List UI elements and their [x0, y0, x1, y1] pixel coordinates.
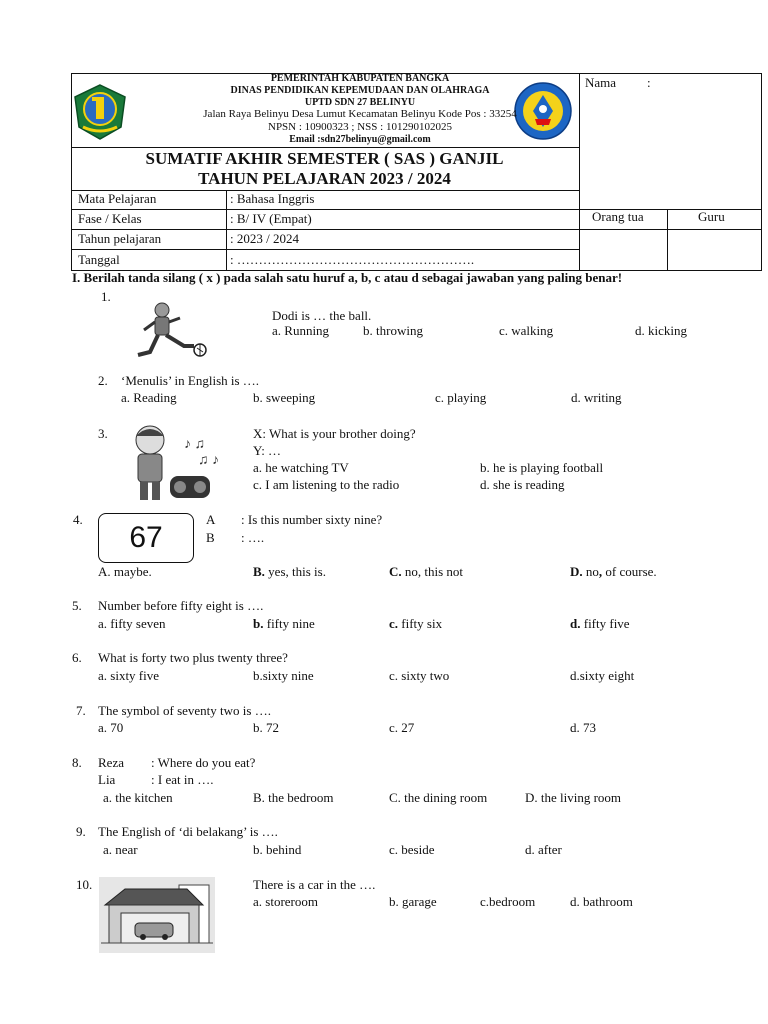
q10-option-a[interactable]: a. storeroom	[253, 894, 318, 909]
q4-speaker-b: B	[206, 530, 215, 545]
q7-stem: The symbol of seventy two is ….	[98, 703, 271, 718]
q4-option-c[interactable]: C. no, this not	[389, 564, 464, 579]
q8-option-d[interactable]: D. the living room	[525, 790, 622, 805]
q10-option-d[interactable]: d. bathroom	[570, 894, 633, 909]
q7-number: 7.	[76, 703, 86, 718]
q9-stem: The English of ‘di belakang’ is ….	[98, 824, 278, 839]
q1-option-b[interactable]: b. throwing	[363, 323, 423, 338]
q4-option-d[interactable]: D. no, of course.	[570, 564, 657, 579]
q3-option-a[interactable]: a. he watching TV	[253, 460, 349, 475]
q3-number: 3.	[98, 426, 108, 441]
q3-option-d[interactable]: d. she is reading	[480, 477, 565, 492]
q10-option-b[interactable]: b. garage	[389, 894, 437, 909]
q6-option-b[interactable]: b.sixty nine	[253, 668, 314, 683]
q2-option-a[interactable]: a. Reading	[121, 390, 177, 405]
q7-option-b[interactable]: b. 72	[253, 720, 279, 735]
q1-option-c[interactable]: c. walking	[499, 323, 554, 338]
name-label: Nama	[585, 75, 617, 90]
info-value-subject: : Bahasa Inggris	[230, 191, 315, 206]
number-box: 67	[98, 513, 194, 563]
exam-year-title: TAHUN PELAJARAN 2023 / 2024	[198, 169, 451, 188]
info-value-date: : ……………………………………………….	[230, 252, 475, 267]
q1-number: 1.	[101, 289, 111, 304]
q5-option-a[interactable]: a. fifty seven	[98, 616, 166, 631]
info-label-subject: Mata Pelajaran	[78, 191, 157, 206]
school-name: UPTD SDN 27 BELINYU	[304, 97, 416, 108]
q4-option-a[interactable]: A. maybe.	[98, 564, 152, 579]
q8-option-c[interactable]: C. the dining room	[389, 790, 488, 805]
q8-dialog-1: : Where do you eat?	[151, 755, 256, 770]
q10-stem: There is a car in the ….	[253, 877, 376, 892]
q10-option-c[interactable]: c.bedroom	[480, 894, 536, 909]
district-logo	[71, 83, 129, 141]
q5-option-c[interactable]: c. fifty six	[389, 616, 443, 631]
q8-speaker-1: Reza	[98, 755, 124, 770]
q3-dialog-x: X: What is your brother doing?	[253, 426, 416, 441]
q9-option-a[interactable]: a. near	[103, 842, 138, 857]
q8-option-a[interactable]: a. the kitchen	[103, 790, 173, 805]
q6-stem: What is forty two plus twenty three?	[98, 650, 288, 665]
svg-text:♫ ♪: ♫ ♪	[198, 453, 219, 468]
q7-option-a[interactable]: a. 70	[98, 720, 124, 735]
q10-number: 10.	[76, 877, 93, 892]
boy-listening-radio-image	[122, 420, 232, 504]
q3-dialog-y: Y: …	[253, 443, 282, 458]
q5-option-b[interactable]: b. fifty nine	[253, 616, 315, 631]
school-email: Email :sdn27belinyu@gmail.com	[289, 134, 431, 145]
q4-dialog-a: : Is this number sixty nine?	[241, 512, 383, 527]
q4-option-b[interactable]: B. yes, this is.	[253, 564, 326, 579]
q9-number: 9.	[76, 824, 86, 839]
info-label-class: Fase / Kelas	[78, 211, 142, 226]
q2-option-b[interactable]: b. sweeping	[253, 390, 316, 405]
school-address: Jalan Raya Belinyu Desa Lumut Kecamatan Belinyu Kode Pos : 33254	[203, 108, 517, 120]
q1-option-a[interactable]: a. Running	[272, 323, 330, 338]
q8-dialog-2: : I eat in ….	[151, 772, 214, 787]
q9-option-b[interactable]: b. behind	[253, 842, 302, 857]
q7-option-d[interactable]: d. 73	[570, 720, 596, 735]
q4-dialog-b: : ….	[241, 530, 265, 545]
garage-image	[99, 877, 215, 953]
q2-stem: ‘Menulis’ in English is ….	[121, 373, 260, 388]
teacher-signature-label: Guru	[698, 209, 725, 224]
boy-kicking-ball-image	[128, 300, 210, 362]
q1-option-d[interactable]: d. kicking	[635, 323, 687, 338]
q5-stem: Number before fifty eight is ….	[98, 598, 264, 613]
q5-number: 5.	[72, 598, 82, 613]
q2-option-d[interactable]: d. writing	[571, 390, 622, 405]
svg-text:♪ ♫: ♪ ♫	[184, 437, 205, 452]
instruction: I. Berilah tanda silang ( x ) pada salah satu huruf a, b, c atau d sebagai jawaban yang paling benar!	[72, 270, 623, 285]
q6-option-c[interactable]: c. sixty two	[389, 668, 450, 683]
q8-speaker-2: Lia	[98, 772, 116, 787]
q8-number: 8.	[72, 755, 82, 770]
department-name: DINAS PENDIDIKAN KEPEMUDAAN DAN OLAHRAGA	[230, 85, 490, 96]
government-name: PEMERINTAH KABUPATEN BANGKA	[270, 73, 450, 84]
q7-option-c[interactable]: c. 27	[389, 720, 415, 735]
info-value-year: : 2023 / 2024	[230, 231, 299, 246]
parent-signature-label: Orang tua	[592, 209, 644, 224]
q6-number: 6.	[72, 650, 82, 665]
q3-option-b[interactable]: b. he is playing football	[480, 460, 604, 475]
q6-option-a[interactable]: a. sixty five	[98, 668, 160, 683]
q5-option-d[interactable]: d. fifty five	[570, 616, 630, 631]
q4-speaker-a: A	[206, 512, 216, 527]
info-label-date: Tanggal	[78, 252, 120, 267]
school-npsn: NPSN : 10900323 ; NSS : 101290102025	[268, 121, 452, 133]
q8-option-b[interactable]: B. the bedroom	[253, 790, 334, 805]
q9-option-d[interactable]: d. after	[525, 842, 562, 857]
exam-title: SUMATIF AKHIR SEMESTER ( SAS ) GANJIL	[145, 149, 504, 168]
q6-option-d[interactable]: d.sixty eight	[570, 668, 635, 683]
q9-option-c[interactable]: c. beside	[389, 842, 435, 857]
info-label-year: Tahun pelajaran	[78, 231, 162, 246]
q4-number: 4.	[73, 512, 83, 527]
q3-option-c[interactable]: c. I am listening to the radio	[253, 477, 400, 492]
q1-stem: Dodi is … the ball.	[272, 308, 372, 323]
q2-option-c[interactable]: c. playing	[435, 390, 487, 405]
q2-number: 2.	[98, 373, 108, 388]
info-value-class: : B/ IV (Empat)	[230, 211, 312, 226]
name-colon: :	[647, 75, 651, 90]
